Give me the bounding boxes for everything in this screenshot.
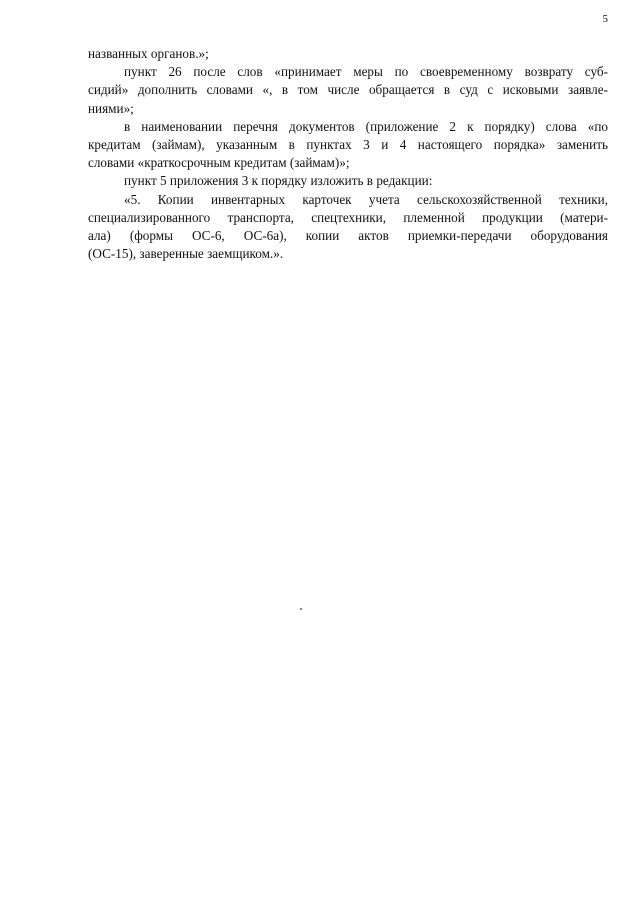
text-line: ала) (формы ОС-6, ОС-6а), копии актов приемки-передачи оборудования [88,228,608,244]
text-line: кредитам (займам), указанным в пунктах 3 и 4 настоящего порядка» заменить [88,137,608,153]
text-line: в наименовании перечня документов (приложение 2 к порядку) слова «по [124,118,608,134]
text-line: сидий» дополнить словами «, в том числе обращается в суд с исковыми заявле- [88,82,608,98]
text-line: (ОС-15), заверенные заемщиком.». [88,246,284,262]
text-line: «5. Копии инвентарных карточек учета сельскохозяйственной техники, [124,191,608,207]
text-line: пункт 5 приложения 3 к порядку изложить в редакции: [124,173,433,189]
scan-speck [300,608,302,610]
text-line: названных органов.»; [88,46,209,61]
document-body [88,45,608,263]
text-line: словами «краткосрочным кредитам (займам)»; [88,155,350,171]
text-line: ниями»; [88,100,134,116]
page-number: 5 [602,13,608,25]
text-line: специализированного транспорта, спецтехники, племенной продукции (матери- [88,209,608,225]
text-line: пункт 26 после слов «принимает меры по своевременному возврату суб- [124,64,608,80]
